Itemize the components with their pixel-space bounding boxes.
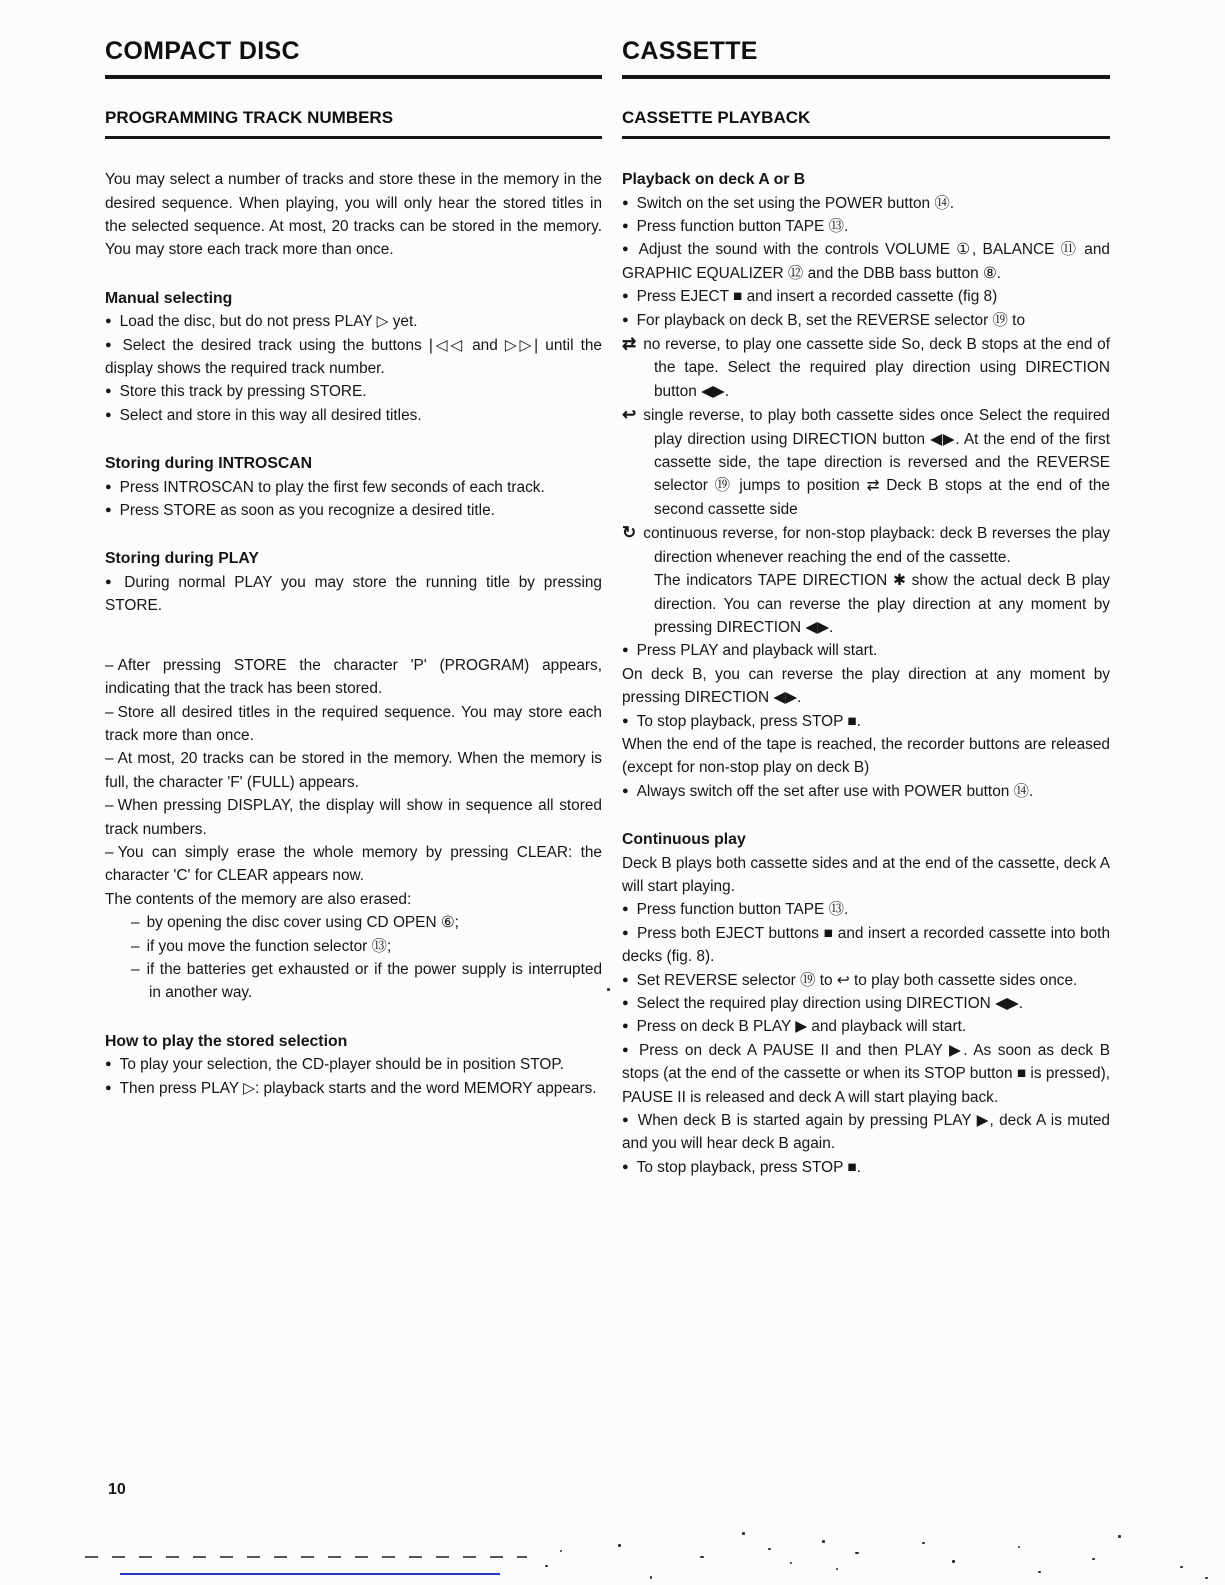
bullet-item: ● To stop playback, press STOP ■. <box>622 712 861 730</box>
dash-icon: – <box>105 750 114 768</box>
bullet-item: ● Adjust the sound with the controls VOLUME ①, BALANCE ⑪ and GRAPHIC EQUALIZER ⑫ and the DBB bass button ⑧. <box>622 241 1110 282</box>
scan-speck <box>922 1542 925 1544</box>
bullet-icon: ● <box>105 1058 112 1071</box>
dash-icon: – <box>131 914 140 932</box>
reverse-mode-item: ↩ single reverse, to play both cassette sides once Select the required play direction using DIRECTION button ◀▶. At the end of the first cassette side, the tape direction is reversed and the REVERSE selector ⑲ jumps to position ⇄ Deck B stops at the end of the second cassette side <box>622 405 1110 518</box>
bullet-item: ● Press EJECT ■ and insert a recorded cassette (fig 8) <box>622 288 998 306</box>
section-title-compact-disc: COMPACT DISC <box>105 37 300 65</box>
bullet-item: ● For playback on deck B, set the REVERSE selector ⑲ to <box>622 311 1026 329</box>
dash-icon: – <box>105 703 114 721</box>
scan-speck <box>952 1560 955 1563</box>
page-number: 10 <box>108 1481 126 1498</box>
bullet-icon: ● <box>622 1043 631 1056</box>
bullet-item: ● Store this track by pressing STORE. <box>105 383 367 401</box>
reverse-mode-item: ↻ continuous reverse, for non-stop playback: deck B reverses the play direction whenever reaching the end of the cassette. <box>622 523 1110 566</box>
body-paragraph: On deck B, you can reverse the play direction at any moment by pressing DIRECTION ◀▶. <box>622 665 1110 707</box>
dash-item: – You can simply erase the whole memory by pressing CLEAR: the character 'C' for CLEAR appears now. <box>105 843 602 885</box>
bullet-icon: ● <box>105 315 112 328</box>
body-paragraph: The contents of the memory are also erased: <box>105 890 412 908</box>
single-reverse-icon: ↩ <box>622 405 637 425</box>
body-paragraph: When the end of the tape is reached, the recorder buttons are released (except for non-stop play on deck B) <box>622 735 1110 777</box>
bullet-icon: ● <box>622 196 629 209</box>
scan-speck <box>822 1540 825 1543</box>
subsection-divider <box>622 136 1110 139</box>
bullet-icon: ● <box>622 243 631 256</box>
bullet-item: ● Always switch off the set after use with POWER button ⑭. <box>622 782 1034 800</box>
left-column <box>105 38 602 1100</box>
bullet-icon: ● <box>105 408 112 421</box>
left-column-body <box>105 168 602 1100</box>
dash-icon: – <box>105 797 114 815</box>
text-block <box>622 828 1110 1179</box>
scan-speck <box>836 1568 838 1570</box>
subsection-title-cassette-playback: CASSETTE PLAYBACK <box>622 107 811 127</box>
body-paragraph: Deck B plays both cassette sides and at the end of the cassette, deck A will start playing. <box>622 854 1110 895</box>
bullet-item: ● Press on deck A PAUSE II and then PLAY ▶. As soon as deck B stops (at the end of the cassette or when its STOP button ■ is pressed), PAUSE II is released and deck A will start playing back. <box>622 1041 1110 1106</box>
bullet-item: ● Select the required play direction using DIRECTION ◀▶. <box>622 995 1024 1012</box>
bullet-icon: ● <box>622 997 629 1009</box>
bullet-item: ● Select and store in this way all desired titles. <box>105 406 422 424</box>
bullet-icon: ● <box>622 1114 630 1127</box>
no-reverse-icon: ⇄ <box>622 334 637 354</box>
bullet-item: ● Then press PLAY ▷: playback starts and the word MEMORY appears. <box>105 1079 597 1097</box>
bullet-item: ● Switch on the set using the POWER button ⑭. <box>622 194 955 212</box>
bullet-icon: ● <box>105 1081 112 1094</box>
scan-speck <box>768 1548 771 1550</box>
bullet-icon: ● <box>622 973 629 986</box>
bullet-icon: ● <box>622 644 629 657</box>
bullet-item: ● Press both EJECT buttons ■ and insert a recorded cassette into both decks (fig. 8). <box>622 924 1110 966</box>
sub-dash-item: – by opening the disc cover using CD OPEN ⑥; <box>131 914 459 932</box>
scan-speck <box>1038 1571 1041 1573</box>
dash-icon: – <box>105 843 114 861</box>
text-block <box>105 654 602 1005</box>
section-divider <box>105 75 602 79</box>
dash-item: – Store all desired titles in the required sequence. You may store each track more than once. <box>105 703 602 744</box>
bullet-item: ● Set REVERSE selector ⑲ to ↩ to play both cassette sides once. <box>622 971 1078 989</box>
section-divider <box>622 75 1110 79</box>
scan-speck <box>742 1532 745 1535</box>
bullet-item: ● To stop playback, press STOP ■. <box>622 1158 861 1176</box>
bullet-item: ● Press PLAY and playback will start. <box>622 642 878 660</box>
continuous-reverse-icon: ↻ <box>622 523 637 543</box>
bullet-item: ● During normal PLAY you may store the running title by pressing STORE. <box>105 573 602 615</box>
bullet-item: ● Load the disc, but do not press PLAY ▷ yet. <box>105 313 418 331</box>
scan-speck <box>650 1576 652 1579</box>
scan-speck <box>700 1556 704 1558</box>
sub-dash-item: – if the batteries get exhausted or if the power supply is interrupted in another way. <box>131 960 602 1002</box>
scan-speck <box>545 1565 548 1567</box>
block-heading: Storing during PLAY <box>105 550 259 568</box>
bullet-icon: ● <box>105 385 112 398</box>
dash-icon: – <box>131 937 140 955</box>
bullet-icon: ● <box>622 1020 629 1033</box>
scan-speck <box>1180 1566 1183 1568</box>
text-block <box>105 287 602 427</box>
right-column-body <box>622 168 1110 1179</box>
block-heading: Playback on deck A or B <box>622 171 806 189</box>
bullet-item: ● When deck B is started again by pressing PLAY ▶, deck A is muted and you will hear deck B again. <box>622 1112 1110 1153</box>
scan-speck <box>1205 1577 1208 1579</box>
scan-speck <box>790 1562 792 1564</box>
text-block <box>105 452 602 522</box>
indented-paragraph: The indicators TAPE DIRECTION ✱ show the actual deck B play direction. You can reverse the play direction at any moment by pressing DIRECTION ◀▶. <box>654 572 1110 636</box>
bullet-item: ● Select the desired track using the buttons |◁◁ and ▷▷| until the display shows the required track number. <box>105 336 602 378</box>
bullet-item: ● Press function button TAPE ⑬. <box>622 901 849 919</box>
block-heading: Manual selecting <box>105 289 233 307</box>
bullet-icon: ● <box>105 338 115 351</box>
bullet-icon: ● <box>622 926 629 939</box>
bullet-icon: ● <box>105 480 112 493</box>
subsection-title-programming-track-numbers: PROGRAMMING TRACK NUMBERS <box>105 107 394 127</box>
bullet-icon: ● <box>622 784 629 797</box>
text-block <box>105 1030 602 1100</box>
bullet-icon: ● <box>105 504 112 517</box>
bullet-item: ● Press STORE as soon as you recognize a desired title. <box>105 502 495 520</box>
dash-item: – At most, 20 tracks can be stored in the memory. When the memory is full, the character 'F' (FULL) appears. <box>105 750 602 791</box>
bullet-item: ● Press on deck B PLAY ▶ and playback will start. <box>622 1018 967 1036</box>
bullet-icon: ● <box>622 220 629 232</box>
dash-item: – After pressing STORE the character 'P' (PROGRAM) appears, indicating that the track has been stored. <box>105 656 602 698</box>
bullet-item: ● Press function button TAPE ⑬. <box>622 218 849 235</box>
body-paragraph: You may select a number of tracks and store these in the memory in the desired sequence. When playing, you will only hear the stored titles in the selected sequence. At most, 20 tracks can be stored in the memory. You may store each track more than once. <box>105 171 602 259</box>
scan-noise-dashed-line <box>85 1556 527 1558</box>
text-block <box>105 547 602 617</box>
text-block <box>105 168 602 262</box>
sub-dash-item: – if you move the function selector ⑬; <box>131 937 392 955</box>
dash-icon: – <box>131 960 140 978</box>
block-heading: How to play the stored selection <box>105 1032 348 1050</box>
bullet-icon: ● <box>622 313 629 326</box>
scan-speck <box>618 1544 621 1547</box>
bullet-icon: ● <box>622 714 629 727</box>
block-heading: Storing during INTROSCAN <box>105 455 313 473</box>
bullet-icon: ● <box>622 903 629 916</box>
bullet-item: ● Press INTROSCAN to play the first few seconds of each track. <box>105 478 545 496</box>
dash-item: – When pressing DISPLAY, the display will show in sequence all stored track numbers. <box>105 797 602 838</box>
scan-blue-line <box>120 1573 500 1575</box>
bullet-icon: ● <box>622 1160 629 1173</box>
text-block <box>622 168 1110 803</box>
bullet-item: ● To play your selection, the CD-player should be in position STOP. <box>105 1056 564 1074</box>
bullet-icon: ● <box>622 290 629 303</box>
scan-speck <box>1018 1546 1020 1548</box>
section-title-cassette: CASSETTE <box>622 37 758 65</box>
scan-speck <box>855 1552 859 1554</box>
bullet-icon: ● <box>105 575 117 588</box>
dash-icon: – <box>105 656 114 674</box>
reverse-mode-item: ⇄ no reverse, to play one cassette side So, deck B stops at the end of the tape. Select the required play direction using DIRECTION button ◀▶. <box>622 334 1110 400</box>
scan-speck <box>607 988 610 991</box>
block-heading: Continuous play <box>622 831 746 849</box>
subsection-divider <box>105 136 602 139</box>
scan-speck <box>560 1550 562 1552</box>
scan-speck <box>1092 1558 1095 1560</box>
scan-speck <box>1118 1535 1121 1538</box>
right-column <box>622 38 1110 1179</box>
